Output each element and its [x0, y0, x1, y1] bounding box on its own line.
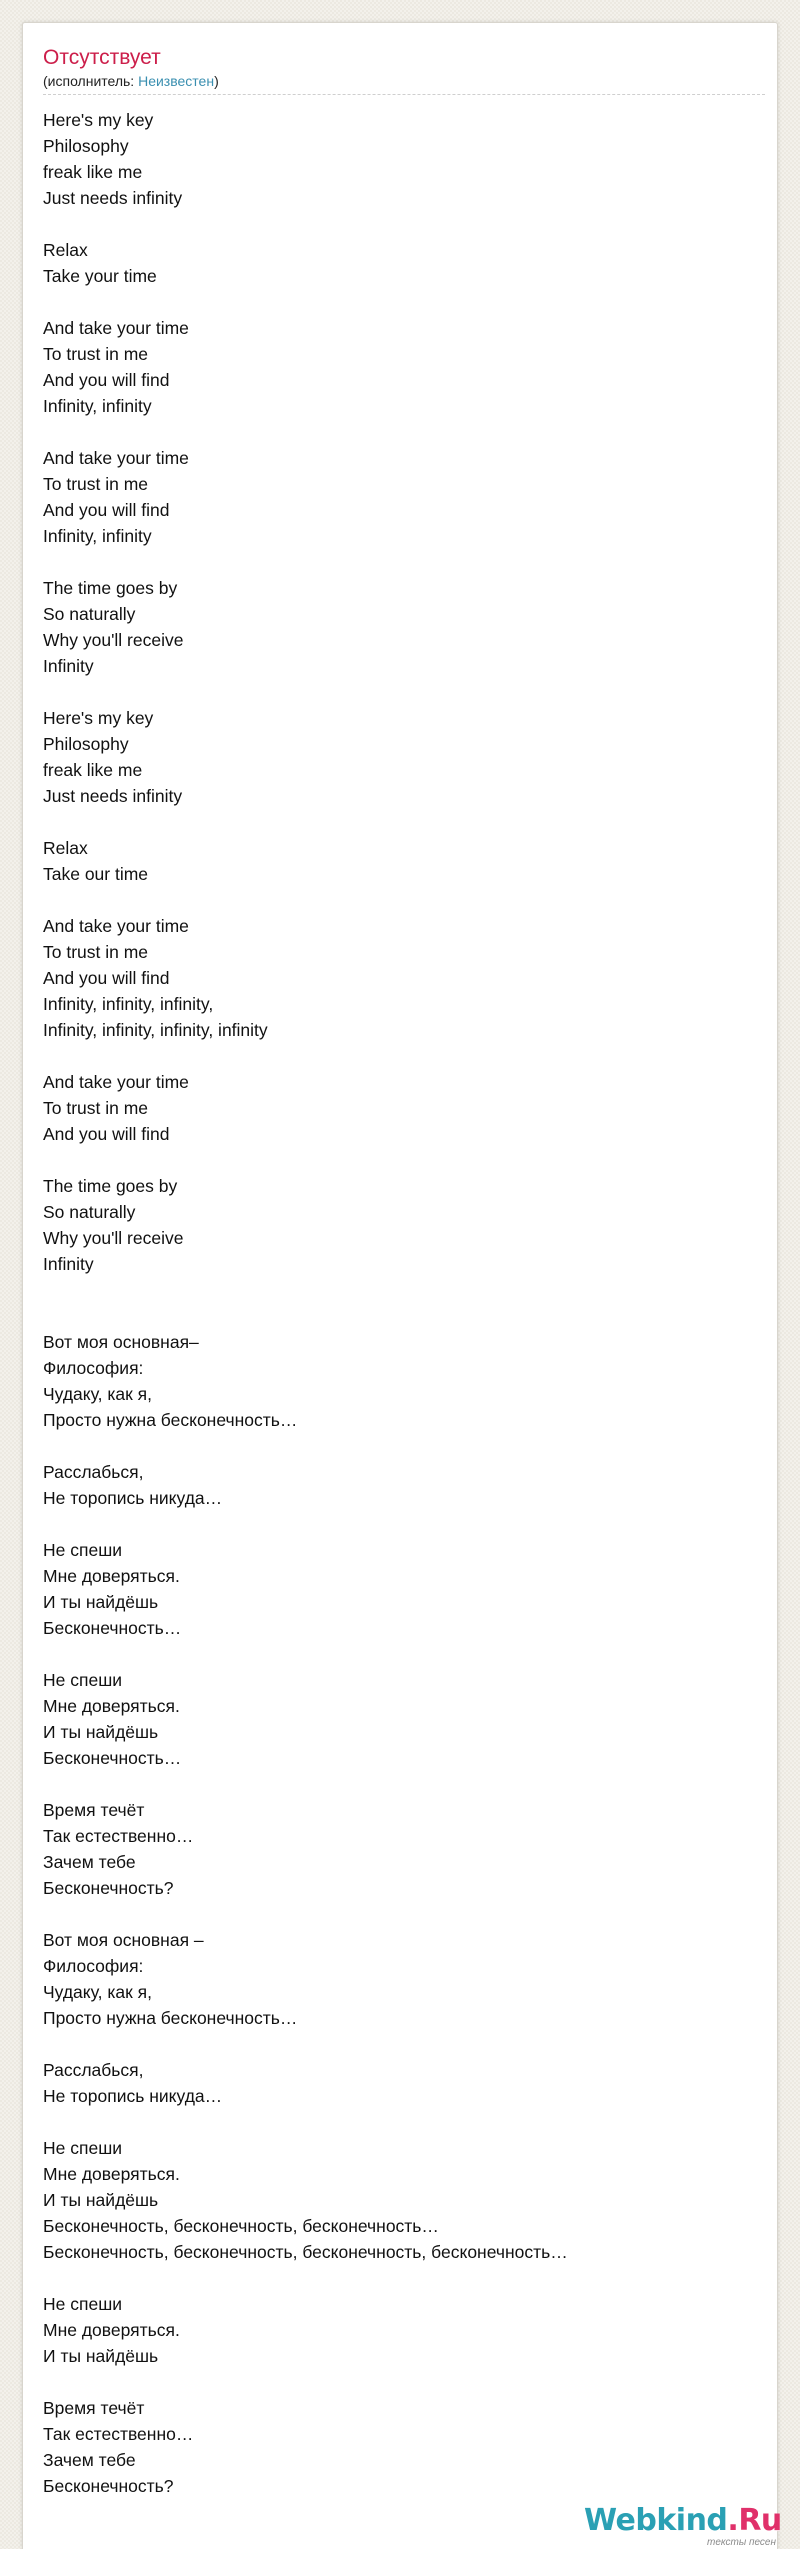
- lyric-line: Чудаку, как я,: [43, 1982, 152, 2002]
- lyric-line: Вот моя основная–: [43, 1332, 199, 1352]
- lyric-blank-line: [43, 549, 743, 575]
- lyric-blank-line: [43, 289, 743, 315]
- lyric-line: To trust in me: [43, 474, 149, 494]
- lyric-line: Relax: [43, 240, 88, 260]
- lyric-line: To trust in me: [43, 344, 149, 364]
- lyric-line: Вот моя основная –: [43, 1930, 204, 1950]
- lyric-line: Why you'll receive: [43, 1228, 184, 1248]
- lyric-line: Не спеши: [43, 2138, 123, 2158]
- lyric-line: And take your time: [43, 448, 189, 468]
- lyric-blank-line: [43, 1277, 743, 1303]
- lyric-blank-line: [43, 419, 743, 445]
- lyrics-text: [43, 107, 743, 2499]
- lyric-line: Infinity, infinity: [43, 396, 152, 416]
- lyric-line: Why you'll receive: [43, 630, 184, 650]
- lyric-line: The time goes by: [43, 578, 178, 598]
- lyric-line: И ты найдёшь: [43, 1722, 159, 1742]
- lyric-line: freak like me: [43, 760, 143, 780]
- song-title: Отсутствует: [43, 46, 161, 69]
- lyric-line: And you will find: [43, 370, 170, 390]
- site-logo[interactable]: [584, 2504, 780, 2548]
- lyric-line: Не торопись никуда…: [43, 2086, 223, 2106]
- logo-tld-text: .Ru: [727, 2503, 782, 2538]
- lyric-line: Просто нужна бесконечность…: [43, 1410, 298, 1430]
- logo-main-text: Webkind: [584, 2503, 728, 2538]
- lyric-line: Take your time: [43, 266, 157, 286]
- lyric-line: freak like me: [43, 162, 143, 182]
- lyrics-card: [22, 22, 778, 2549]
- lyric-blank-line: [43, 1303, 743, 1329]
- lyric-line: Философия:: [43, 1358, 144, 1378]
- lyric-line: И ты найдёшь: [43, 2346, 159, 2366]
- lyric-line: Время течёт: [43, 1800, 145, 1820]
- lyric-line: Infinity: [43, 656, 94, 676]
- lyric-blank-line: [43, 887, 743, 913]
- lyric-line: Бесконечность?: [43, 2476, 174, 2496]
- lyric-line: Infinity, infinity, infinity, infinity: [43, 1020, 268, 1040]
- lyric-line: Чудаку, как я,: [43, 1384, 152, 1404]
- lyric-line: Так естественно…: [43, 2424, 194, 2444]
- lyric-line: To trust in me: [43, 942, 149, 962]
- lyric-line: Так естественно…: [43, 1826, 194, 1846]
- artist-prefix: (исполнитель:: [43, 73, 139, 89]
- lyric-line: Расслабься,: [43, 2060, 144, 2080]
- lyric-line: Не спеши: [43, 2294, 123, 2314]
- artist-line: [43, 72, 219, 90]
- artist-link[interactable]: Неизвестен: [138, 73, 215, 89]
- lyric-line: Relax: [43, 838, 88, 858]
- lyric-line: Не спеши: [43, 1670, 123, 1690]
- lyric-line: И ты найдёшь: [43, 2190, 159, 2210]
- lyric-line: To trust in me: [43, 1098, 149, 1118]
- lyric-line: Take our time: [43, 864, 149, 884]
- lyric-blank-line: [43, 1901, 743, 1927]
- lyric-line: And you will find: [43, 968, 170, 988]
- lyric-line: And you will find: [43, 1124, 170, 1144]
- lyric-line: Infinity: [43, 1254, 94, 1274]
- lyric-line: Зачем тебе: [43, 2450, 136, 2470]
- logo-tagline: тексты песен: [707, 2537, 776, 2548]
- lyric-blank-line: [43, 1043, 743, 1069]
- lyric-blank-line: [43, 2369, 743, 2395]
- lyric-blank-line: [43, 1433, 743, 1459]
- lyric-line: Время течёт: [43, 2398, 145, 2418]
- lyric-line: Мне доверяться.: [43, 1566, 180, 1586]
- lyric-line: Бесконечность?: [43, 1878, 174, 1898]
- lyric-line: Here's my key: [43, 708, 154, 728]
- lyric-line: Расслабься,: [43, 1462, 144, 1482]
- lyric-blank-line: [43, 211, 743, 237]
- lyric-line: Philosophy: [43, 734, 129, 754]
- lyric-line: И ты найдёшь: [43, 1592, 159, 1612]
- lyric-line: Мне доверяться.: [43, 2320, 180, 2340]
- lyric-line: Just needs infinity: [43, 786, 183, 806]
- lyric-blank-line: [43, 2265, 743, 2291]
- lyric-blank-line: [43, 1771, 743, 1797]
- lyric-blank-line: [43, 679, 743, 705]
- lyric-line: And you will find: [43, 500, 170, 520]
- title-divider: [43, 94, 765, 95]
- lyric-line: Бесконечность…: [43, 1748, 182, 1768]
- lyric-blank-line: [43, 2031, 743, 2057]
- lyric-line: Бесконечность…: [43, 1618, 182, 1638]
- lyric-line: Бесконечность, бесконечность, бесконечность…: [43, 2216, 439, 2236]
- lyric-line: Мне доверяться.: [43, 2164, 180, 2184]
- lyric-line: Бесконечность, бесконечность, бесконечность, бесконечность…: [43, 2242, 568, 2262]
- lyric-line: So naturally: [43, 1202, 136, 1222]
- lyric-line: Infinity, infinity: [43, 526, 152, 546]
- lyric-line: Мне доверяться.: [43, 1696, 180, 1716]
- lyric-line: Philosophy: [43, 136, 129, 156]
- lyric-line: And take your time: [43, 916, 189, 936]
- lyric-line: And take your time: [43, 318, 189, 338]
- lyric-line: And take your time: [43, 1072, 189, 1092]
- lyric-line: Here's my key: [43, 110, 154, 130]
- lyric-line: Зачем тебе: [43, 1852, 136, 1872]
- logo-wordmark: [584, 2504, 782, 2538]
- lyric-blank-line: [43, 809, 743, 835]
- lyric-line: Infinity, infinity, infinity,: [43, 994, 214, 1014]
- lyric-blank-line: [43, 1511, 743, 1537]
- lyric-blank-line: [43, 1641, 743, 1667]
- lyric-blank-line: [43, 2109, 743, 2135]
- lyric-line: The time goes by: [43, 1176, 178, 1196]
- lyric-line: Просто нужна бесконечность…: [43, 2008, 298, 2028]
- lyric-line: Just needs infinity: [43, 188, 183, 208]
- lyric-line: So naturally: [43, 604, 136, 624]
- lyric-line: Не спеши: [43, 1540, 123, 1560]
- lyric-line: Не торопись никуда…: [43, 1488, 223, 1508]
- lyric-blank-line: [43, 1147, 743, 1173]
- artist-suffix: ): [214, 73, 219, 89]
- lyric-line: Философия:: [43, 1956, 144, 1976]
